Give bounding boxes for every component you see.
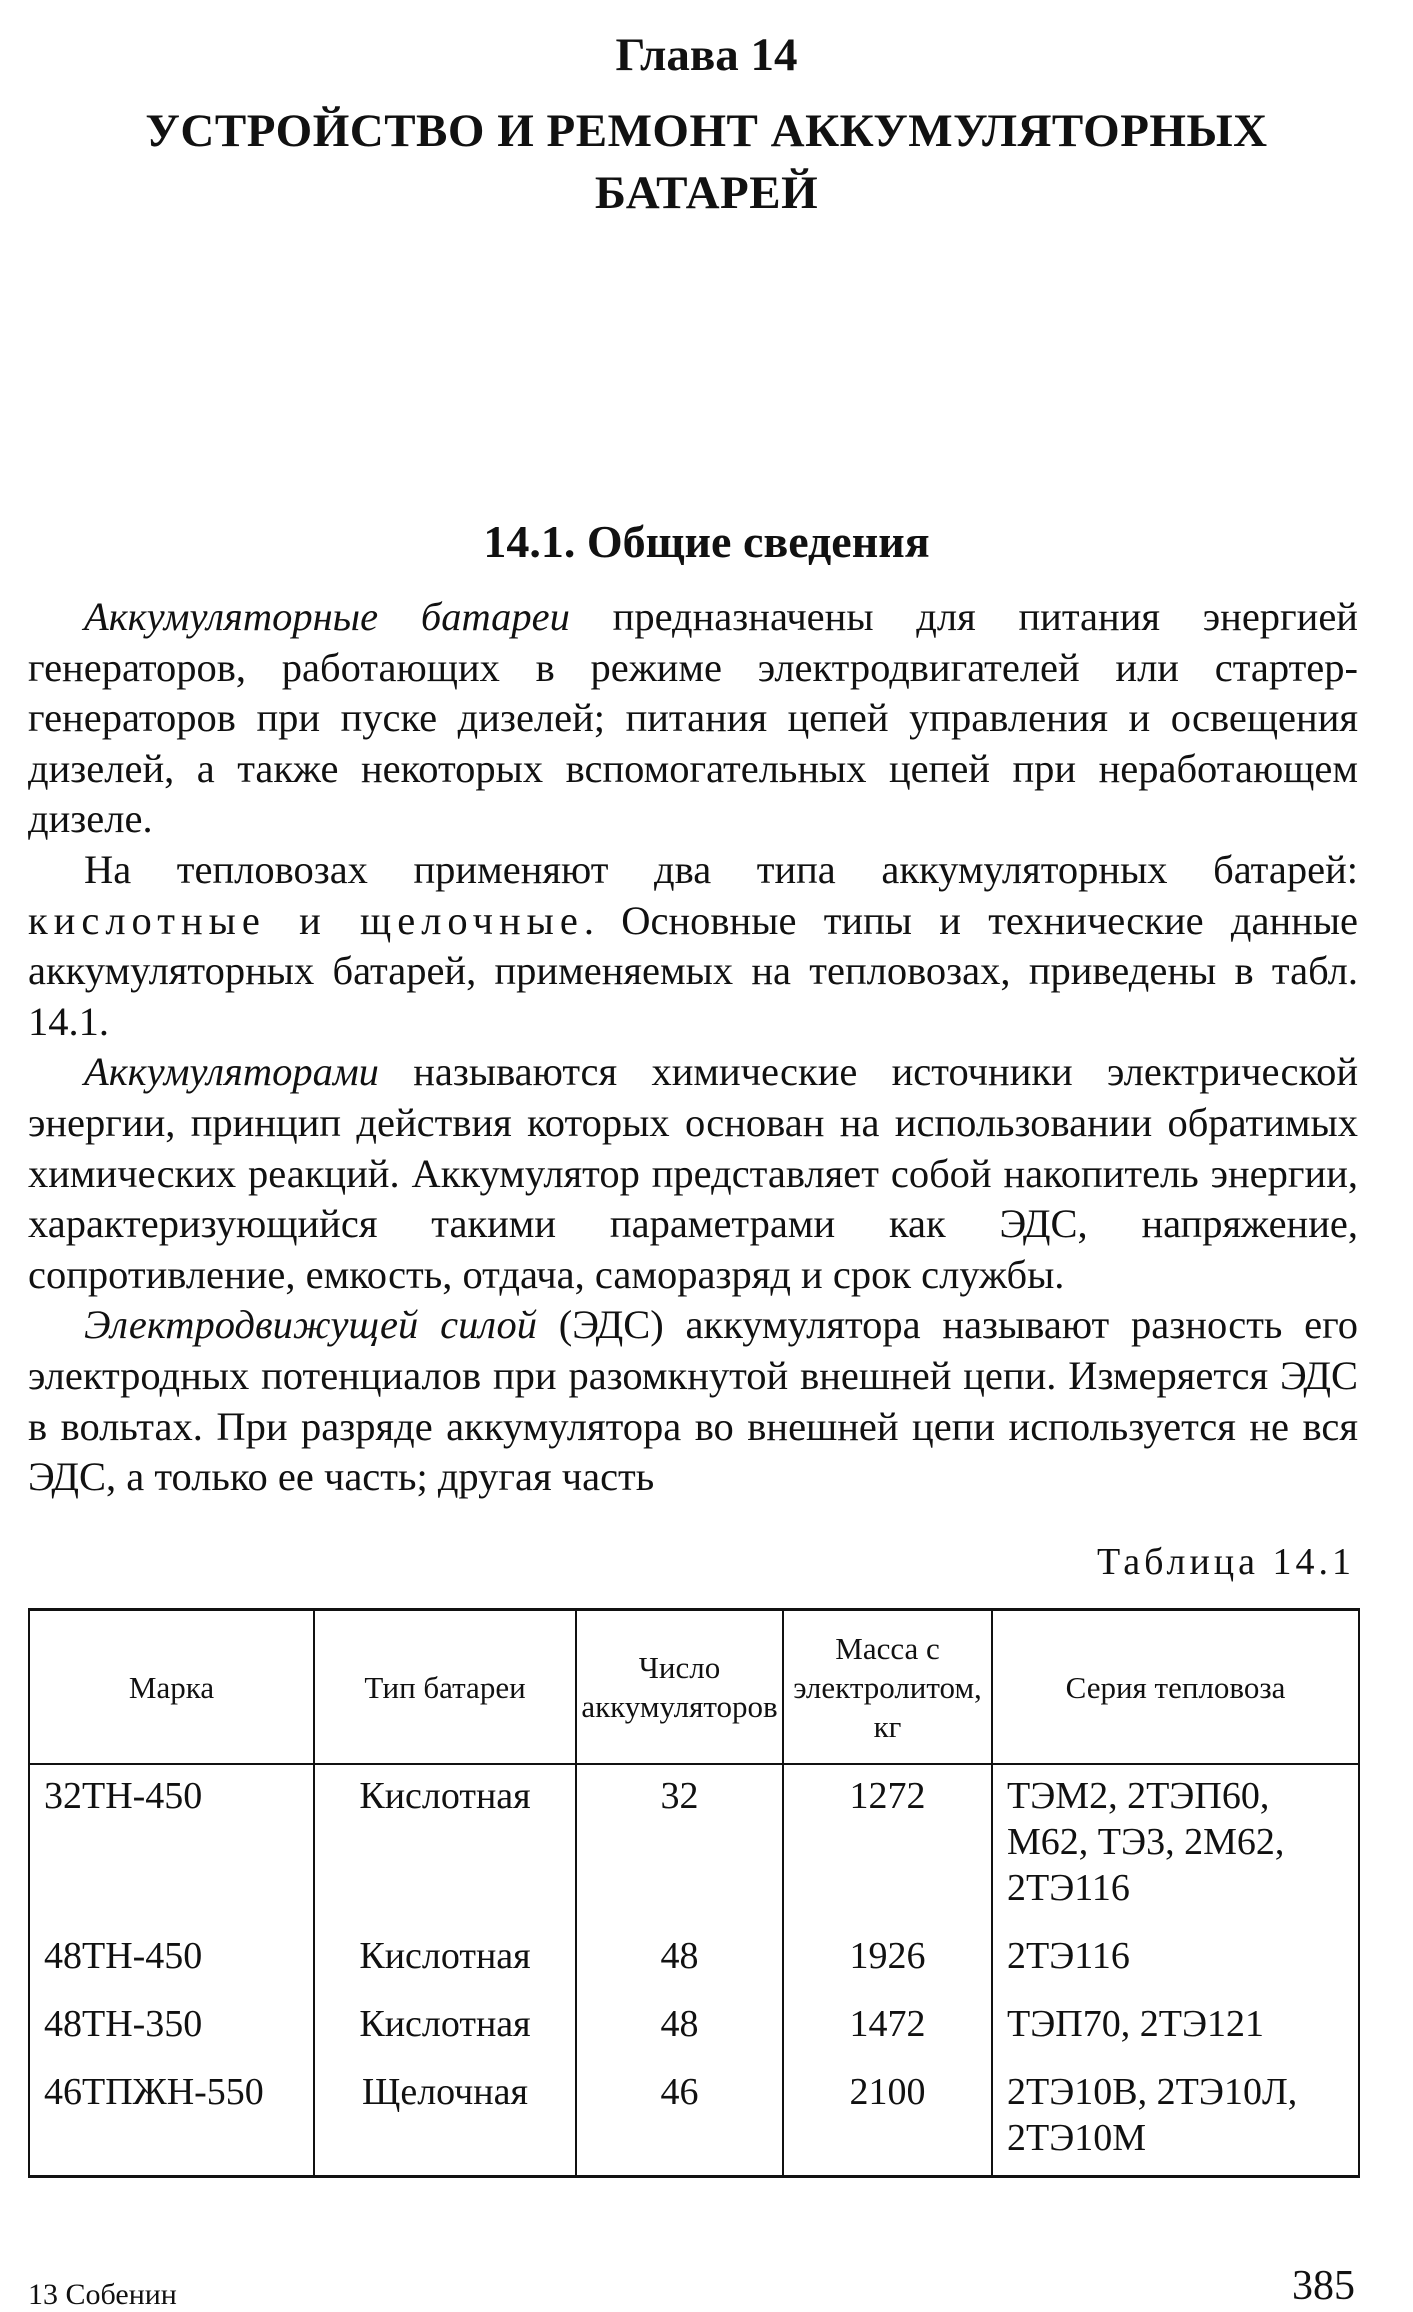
cell-mass: 1472	[783, 1993, 992, 2061]
cell-type: Кислотная	[314, 1993, 576, 2061]
term-accumulators: Аккумуляторами	[84, 1049, 379, 1095]
cell-count: 48	[576, 1993, 783, 2061]
table-row	[29, 1764, 1359, 1925]
header-mass: Масса с электролитом, кг	[783, 1610, 992, 1765]
section-title: 14.1. Общие сведения	[483, 516, 930, 567]
cell-count: 32	[576, 1764, 783, 1925]
signature-mark: 13 Собенин	[28, 2278, 177, 2311]
cell-mass: 2100	[783, 2061, 992, 2177]
header-series: Серия тепловоза	[992, 1610, 1359, 1765]
cell-mark: 46ТПЖН-550	[29, 2061, 314, 2177]
body-text	[28, 592, 1358, 1503]
paragraph-4-text: (ЭДС) аккумулятора называют разность его электродных потенциалов при разомкнутой внешней цепи. Измеряется ЭДС в вольтах. При разряде аккумулятора во внешней цепи используется не вся ЭДС, а только ее часть; другая часть	[28, 1302, 1358, 1500]
cell-type: Щелочная	[314, 2061, 576, 2177]
paragraph-1	[28, 592, 1358, 845]
table-row	[29, 1993, 1359, 2061]
cell-series: 2ТЭ116	[992, 1925, 1359, 1993]
paragraph-2	[28, 845, 1358, 1047]
cell-mass: 1926	[783, 1925, 992, 1993]
paragraph-1-text: предназначены для питания энергией генераторов, работающих в режиме электродвигателей или стартер-генераторов при пуске дизелей; питания цепей управления и освещения дизелей, а также некоторых вспомогательных цепей при неработающем дизеле.	[28, 594, 1358, 842]
chapter-title: УСТРОЙСТВО И РЕМОНТ АККУМУЛЯТОРНЫХ БАТАРЕЙ	[145, 105, 1268, 219]
paragraph-2-text: . Основные типы и технические данные аккумуляторных батарей, применяемых на тепловозах, приведены в табл. 14.1.	[28, 897, 1359, 1044]
cell-series: 2ТЭ10В, 2ТЭ10Л, 2ТЭ10М	[992, 2061, 1359, 2177]
term-accumulator-batteries: Аккумуляторные батареи	[84, 594, 570, 639]
table-header-row	[29, 1610, 1359, 1765]
battery-types-spaced: кислотные и щелочные	[28, 897, 584, 943]
cell-mass: 1272	[783, 1764, 992, 1925]
cell-mark: 32ТН-450	[29, 1764, 314, 1925]
paragraph-2-lead: На тепловозах применяют два типа аккумуляторных батарей:	[84, 846, 1358, 892]
cell-mark: 48ТН-450	[29, 1925, 314, 1993]
table-row	[29, 2061, 1359, 2177]
header-type: Тип батареи	[314, 1610, 576, 1765]
cell-mark: 48ТН-350	[29, 1993, 314, 2061]
term-emf: Электродвижущей силой	[84, 1302, 537, 1348]
cell-series: ТЭП70, 2ТЭ121	[992, 1993, 1359, 2061]
cell-count: 46	[576, 2061, 783, 2177]
cell-type: Кислотная	[314, 1925, 576, 1993]
header-mark: Марка	[29, 1610, 314, 1765]
cell-count: 48	[576, 1925, 783, 1993]
paragraph-3	[28, 1047, 1358, 1300]
table-row	[29, 1925, 1359, 1993]
table-caption: Таблица 14.1	[1096, 1541, 1355, 1583]
header-count: Число аккумуляторов	[576, 1610, 783, 1765]
paragraph-4	[28, 1300, 1358, 1502]
chapter-label: Глава 14	[615, 29, 798, 81]
battery-table	[28, 1608, 1360, 2178]
page-number: 385	[1292, 2263, 1355, 2309]
cell-type: Кислотная	[314, 1764, 576, 1925]
paragraph-3-text: называются химические источники электрической энергии, принцип действия которых основан на использовании обратимых химических реакций. Аккумулятор представляет собой накопитель энергии, характеризующийся такими параметрами как ЭДС, напряжение, сопротивление, емкость, отдача, саморазряд и срок службы.	[28, 1049, 1358, 1297]
cell-series: ТЭМ2, 2ТЭП60, М62, ТЭ3, 2М62, 2ТЭ116	[992, 1764, 1359, 1925]
